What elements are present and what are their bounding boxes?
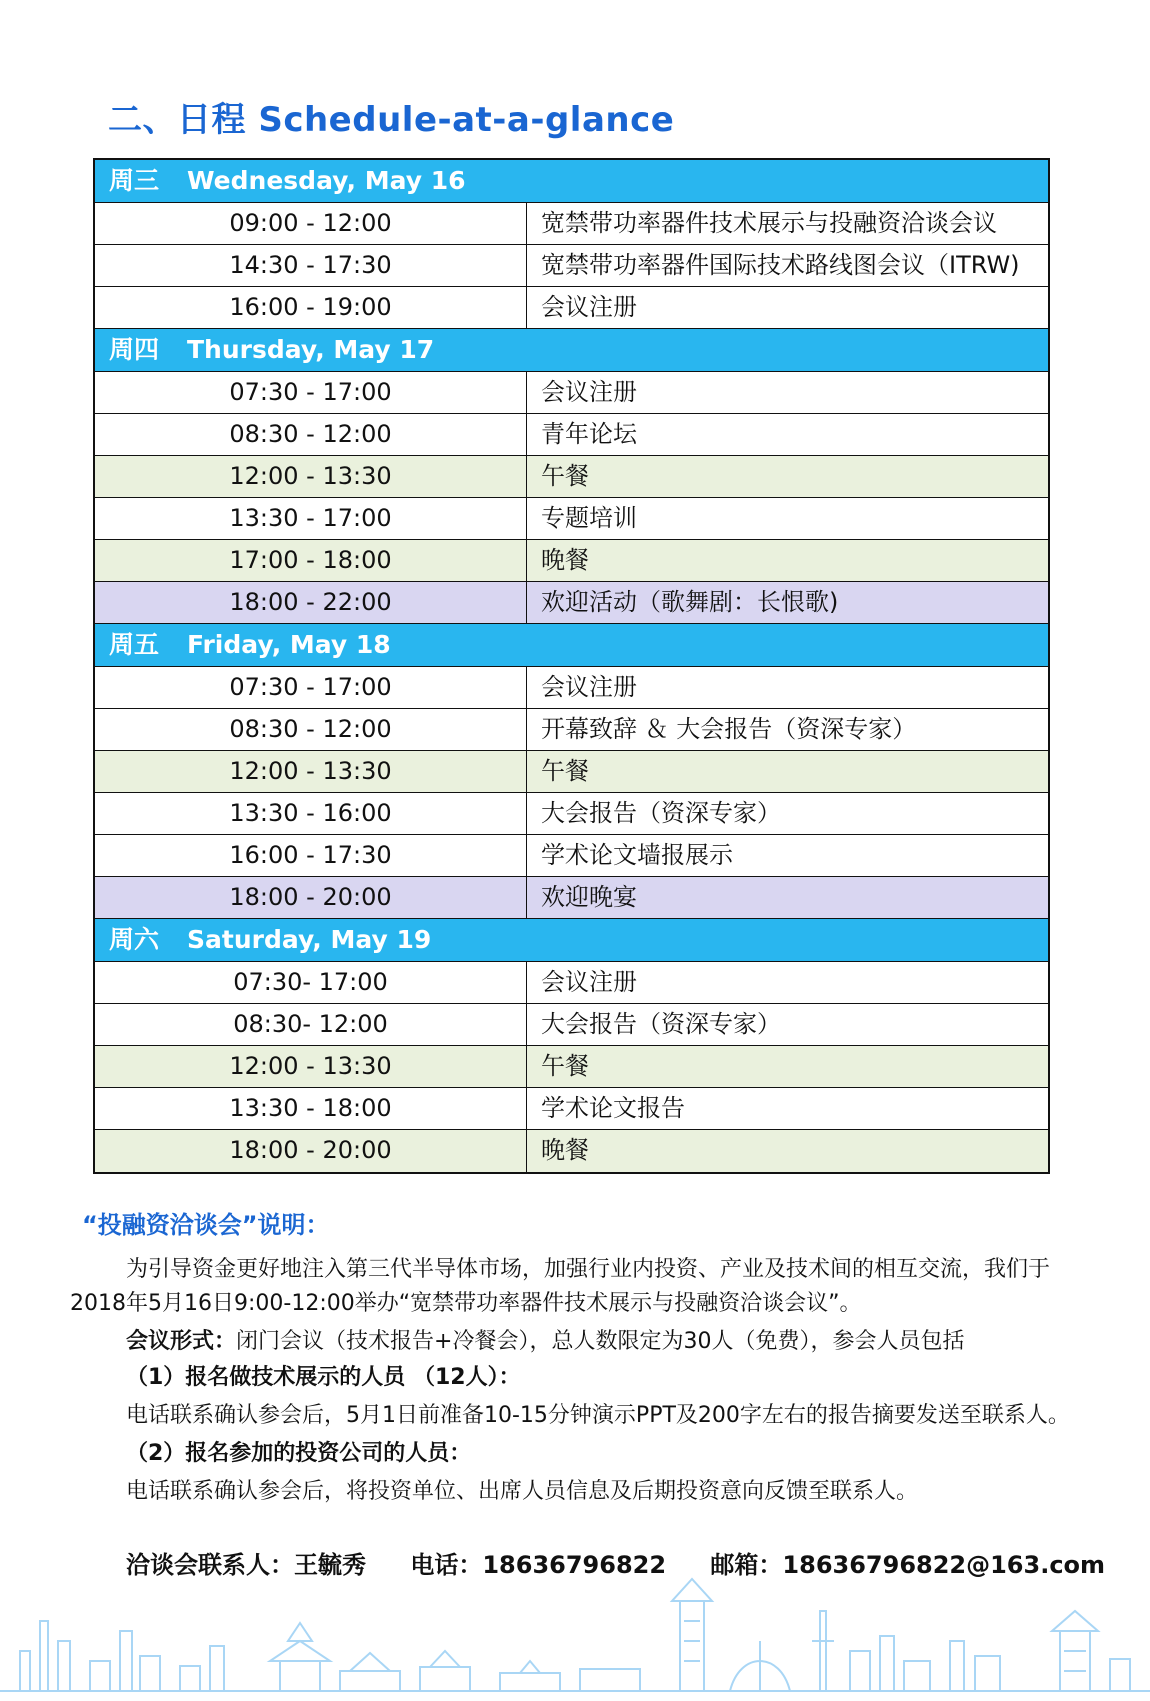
contact-phone: 电话：18636796822 (410, 1551, 667, 1579)
day-header-cn: 周五 (109, 630, 160, 659)
time-cell: 12:00 - 13:30 (95, 456, 527, 497)
time-cell: 12:00 - 13:30 (95, 751, 527, 792)
time-cell: 16:00 - 19:00 (95, 287, 527, 328)
event-cell: 欢迎活动（歌舞剧：长恨歌) (541, 588, 839, 616)
notes-format-label: 会议形式： (126, 1329, 237, 1354)
contact-person: 洽谈会联系人：王毓秀 (126, 1551, 366, 1579)
table-row (95, 245, 1048, 287)
table-row (95, 793, 1048, 835)
table-row (95, 372, 1048, 414)
day-header-en: Saturday, May 19 (187, 925, 432, 954)
event-cell: 会议注册 (541, 673, 637, 701)
table-row (95, 1130, 1048, 1172)
table-row (95, 1088, 1048, 1130)
table-row (95, 751, 1048, 793)
time-cell: 13:30 - 16:00 (95, 793, 527, 834)
event-cell: 青年论坛 (541, 420, 637, 448)
day-header-cn: 周四 (109, 335, 160, 364)
event-cell: 大会报告（资深专家） (541, 1010, 781, 1038)
city-skyline-illustration (0, 1541, 1150, 1701)
notes-item1-title: （1）报名做技术展示的人员 （12人）： (126, 1365, 521, 1390)
event-cell: 晚餐 (541, 1136, 589, 1164)
notes-item2-text: 电话联系确认参会后，将投资单位、出席人员信息及后期投资意向反馈至联系人。 (126, 1479, 919, 1504)
event-cell: 专题培训 (541, 504, 637, 532)
time-cell: 18:00 - 20:00 (95, 877, 527, 918)
time-cell: 17:00 - 18:00 (95, 540, 527, 581)
event-cell: 学术论文报告 (541, 1094, 685, 1122)
event-cell: 晚餐 (541, 546, 589, 574)
page-title: 二、日程 Schedule-at-a-glance (108, 100, 675, 140)
time-cell: 08:30- 12:00 (95, 1004, 527, 1045)
event-cell: 宽禁带功率器件国际技术路线图会议（ITRW) (541, 251, 1020, 279)
table-row (95, 540, 1048, 582)
time-cell: 13:30 - 18:00 (95, 1088, 527, 1129)
table-row (95, 667, 1048, 709)
table-row (95, 709, 1048, 751)
event-cell: 会议注册 (541, 968, 637, 996)
table-row (95, 835, 1048, 877)
day-header-cn: 周六 (109, 925, 160, 954)
time-cell: 16:00 - 17:30 (95, 835, 527, 876)
time-cell: 09:00 - 12:00 (95, 203, 527, 244)
notes-format (126, 1327, 964, 1357)
time-cell: 08:30 - 12:00 (95, 414, 527, 455)
notes-item1-text: 电话联系确认参会后，5月1日前准备10-15分钟演示PPT及200字左右的报告摘要发送至联系人。 (126, 1403, 1070, 1428)
time-cell: 12:00 - 13:30 (95, 1046, 527, 1087)
table-row (95, 287, 1048, 329)
table-row (95, 582, 1048, 624)
time-cell: 08:30 - 12:00 (95, 709, 527, 750)
time-cell: 18:00 - 20:00 (95, 1130, 527, 1172)
event-cell: 开幕致辞 ＆ 大会报告（资深专家） (541, 715, 917, 743)
notes-format-text: 闭门会议（技术报告+冷餐会），总人数限定为30人（免费），参会人员包括 (236, 1329, 965, 1354)
notes-intro-line1: 为引导资金更好地注入第三代半导体市场，加强行业内投资、产业及技术间的相互交流，我们于 (126, 1257, 1051, 1282)
table-row (95, 498, 1048, 540)
table-row (95, 456, 1048, 498)
event-cell: 学术论文墙报展示 (541, 841, 733, 869)
table-row (95, 1004, 1048, 1046)
day-header (95, 624, 1048, 667)
table-row (95, 203, 1048, 245)
day-header (95, 329, 1048, 372)
notes-intro-line2: 2018年5月16日9:00-12:00举办“宽禁带功率器件技术展示与投融资洽谈会议”。 (70, 1291, 862, 1316)
day-header-cn: 周三 (109, 166, 160, 195)
time-cell: 07:30 - 17:00 (95, 372, 527, 413)
table-row (95, 877, 1048, 919)
time-cell: 07:30- 17:00 (95, 962, 527, 1003)
time-cell: 18:00 - 22:00 (95, 582, 527, 623)
event-cell: 午餐 (541, 462, 589, 490)
table-row (95, 414, 1048, 456)
event-cell: 大会报告（资深专家） (541, 799, 781, 827)
event-cell: 午餐 (541, 1052, 589, 1080)
notes-title: “投融资洽谈会”说明： (82, 1211, 330, 1239)
event-cell: 午餐 (541, 757, 589, 785)
time-cell: 13:30 - 17:00 (95, 498, 527, 539)
event-cell: 会议注册 (541, 378, 637, 406)
event-cell: 欢迎晚宴 (541, 883, 637, 911)
day-header (95, 160, 1048, 203)
day-header (95, 919, 1048, 962)
day-header-en: Thursday, May 17 (187, 335, 435, 364)
table-row (95, 962, 1048, 1004)
schedule-table (93, 158, 1050, 1174)
event-cell: 宽禁带功率器件技术展示与投融资洽谈会议 (541, 209, 997, 237)
event-cell: 会议注册 (541, 293, 637, 321)
contact-email[interactable]: 邮箱：18636796822@163.com (710, 1551, 1106, 1579)
day-header-en: Friday, May 18 (187, 630, 391, 659)
notes-item2-title: （2）报名参加的投资公司的人员： (126, 1441, 472, 1466)
day-header-en: Wednesday, May 16 (187, 166, 466, 195)
time-cell: 14:30 - 17:30 (95, 245, 527, 286)
time-cell: 07:30 - 17:00 (95, 667, 527, 708)
table-row (95, 1046, 1048, 1088)
